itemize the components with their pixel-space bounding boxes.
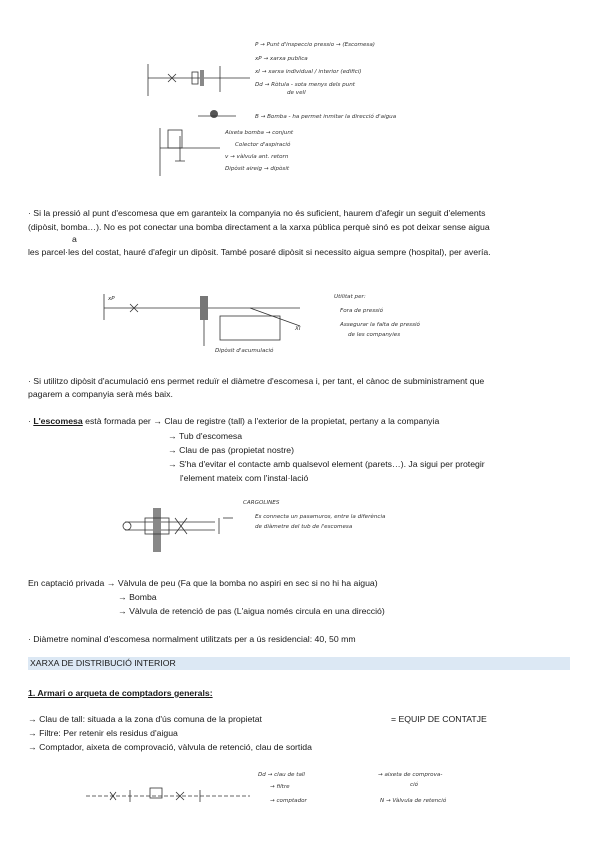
sketch2-label: XI: [295, 326, 301, 332]
paragraph-line: · Si la pressió al punt d'escomesa que em garanteix la companyia no és suficient, haurem d'afegir un seguit d'elements: [28, 208, 486, 218]
sketch2-note: Utilitat per:: [334, 294, 366, 300]
sketch2-label: Dipòsit d'acumulació: [215, 348, 274, 354]
sketch1-line: Dd → Ròtula - sota menys dels punt: [255, 82, 355, 88]
sketch1-line: de vell: [287, 90, 306, 96]
paragraph-fragment: a: [72, 234, 77, 244]
armari-equip-label: = EQUIP DE CONTATJE: [391, 714, 487, 724]
sketch-tank-diagram: [100, 286, 510, 358]
escomesa-item: → Tub d'escomesa: [168, 431, 243, 441]
sketch2-note: Assegurar la falta de pressió: [340, 322, 420, 328]
sketch1-line: v → vàlvula ant. retorn: [225, 154, 289, 160]
sketch4-legend: → comptador: [270, 798, 307, 804]
sketch2-label: xP: [108, 296, 115, 302]
diametre-line: · Diàmetre nominal d'escomesa normalment utilitzats per a ús residencial: 40, 50 mm: [28, 634, 356, 644]
armari-line: → Filtre: Per retenir els residus d'aigua: [28, 728, 178, 738]
sketch3-note: CARGOLINES: [243, 500, 280, 506]
captacio-line: → Vàlvula de retenció de pas (L'aigua només circula en una direcció): [118, 606, 385, 616]
sketch4-legend: ció: [410, 782, 419, 788]
sketch4-legend: N → Vàlvula de retenció: [380, 798, 447, 804]
armari-line: → Clau de tall: situada a la zona d'ús comuna de la propietat: [28, 714, 262, 724]
escomesa-rest: està formada per → Clau de registre (tall) a l'exterior de la propietat, pertany a la companyia: [82, 416, 440, 426]
captacio-line: → Bomba: [118, 592, 157, 602]
subsection-title: 1. Armari o arqueta de comptadors generals:: [28, 688, 213, 698]
sketch1-line: Aixeta bomba → conjunt: [225, 130, 294, 136]
sketch4-legend: → filtre: [270, 784, 290, 790]
sketch1-line: P → Punt d'inspeccio pressio → (Escomesa): [255, 42, 375, 48]
captacio-line: En captació privada → Vàlvula de peu (Fa que la bomba no aspiri en sec si no hi ha aigua): [28, 578, 378, 588]
paragraph-line: pagarem a companyia serà més baix.: [28, 389, 173, 399]
paragraph-line: (dipòsit, bomba…). No es pot conectar una bomba directament a la xarxa pública perquè sinó es pot deixar sense aigua: [28, 222, 490, 232]
sketch-meter-diagram: [80, 762, 520, 822]
sketch4-legend: Dd → clau de tall: [258, 772, 305, 778]
section-heading: [28, 657, 570, 670]
escomesa-term: L'escomesa: [33, 416, 83, 426]
sketch4-legend: → aixeta de comprova-: [378, 772, 443, 778]
sketch3-note: de diàmetre del tub de l'escomesa: [255, 524, 353, 530]
sketch1-line: xI → xarxa individual / interior (edifici): [255, 69, 362, 75]
sketch1-line: B → Bomba - ha permet inmitar la direcció d'aigua: [255, 114, 397, 120]
armari-line: → Comptador, aixeta de comprovació, vàlvula de retenció, clau de sortida: [28, 742, 312, 752]
paragraph-line: les parcel·les del costat, hauré d'afegir un dipòsit. També posaré dipòsit si necessito aigua sempre (hospital), per avería.: [28, 247, 491, 257]
escomesa-item: l'element mateix com l'instal·lació: [180, 473, 309, 483]
sketch2-note: de les companyies: [348, 332, 401, 338]
escomesa-item: → S'ha d'evitar el contacte amb qualsevol element (parets…). Ja sigui per protegir: [168, 459, 485, 469]
escomesa-intro: [28, 416, 439, 427]
section-title: XARXA DE DISTRIBUCIÓ INTERIOR: [30, 658, 176, 668]
sketch1-line: xP → xarxa publica: [255, 56, 308, 62]
escomesa-prefix: ·: [28, 416, 34, 426]
sketch1-line: Colector d'aspiració: [235, 142, 291, 148]
sketch-connection-legend: [225, 36, 460, 186]
sketch-pasamuros-diagram: [115, 494, 515, 562]
paragraph-line: · Si utilitzo dipòsit d'acumulació ens permet reduïr el diàmetre d'escomesa i, per tant, el cànoc de subministrament que: [28, 376, 485, 386]
escomesa-item: → Clau de pas (propietat nostre): [168, 445, 295, 455]
sketch2-note: Fora de pressió: [340, 308, 384, 314]
sketch1-line: Dipòsit aireig → dipòsit: [225, 166, 290, 172]
sketch3-note: Es connecta un pasamuros, entre la diferència: [255, 514, 386, 520]
